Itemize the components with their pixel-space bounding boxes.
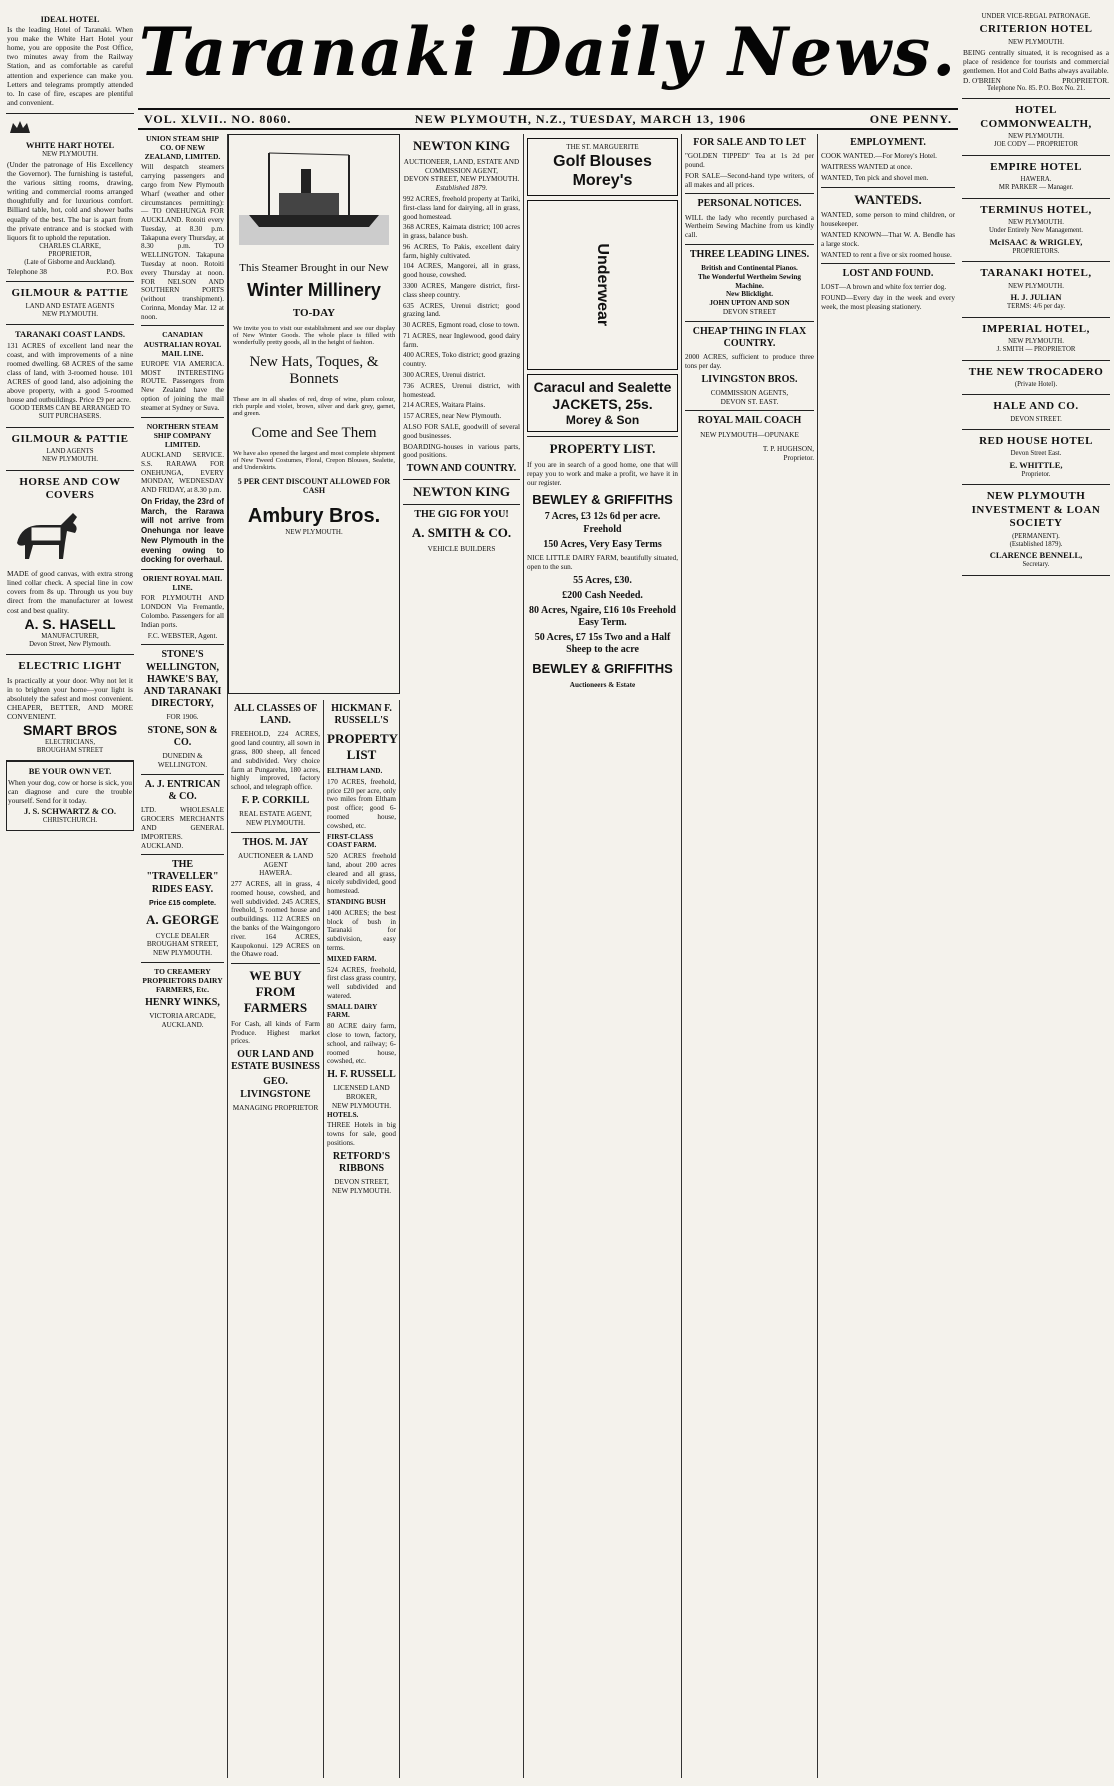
proprietor: E. WHITTLE, — [1009, 459, 1063, 470]
livingstone-name: GEO. LIVINGSTONE — [240, 1076, 311, 1100]
right-side-column — [962, 10, 1110, 1780]
brand-place: NEW PLYMOUTH. — [285, 528, 343, 536]
town-head: TOWN AND COUNTRY. — [406, 463, 517, 475]
listing-13: 157 ACRES, near New Plymouth. — [403, 412, 502, 421]
freehold-text: FREEHOLD, 224 ACRES, good land country, all sown in grass, 800 sheep, all fenced and subdivided. Very choice farm at Pungarehu, 180 acres, highly improved, factory school, and telegraph office. — [231, 730, 320, 792]
maker-role: MANUFACTURER, — [41, 632, 99, 640]
entrican-name: A. J. ENTRICAN & CO. — [144, 779, 221, 803]
ideal-hotel-ad — [6, 10, 134, 114]
cheap-text: 2000 ACRES, sufficient to produce three tons per day. — [685, 353, 814, 370]
maker-name: A. S. HASELL — [24, 615, 116, 632]
ad-title: GILMOUR & PATTIE — [11, 287, 129, 300]
cheap-head: CHEAP THING IN FLAX COUNTRY. — [692, 325, 807, 349]
ad-line-5: Come and See Them — [251, 425, 377, 441]
ad-text: Is practically at your door. Why not let it in to brighten your home—your light is absolutely the safest and most convenient. CHEAPER, BETTER, AND MORE CONVENIENT. — [7, 675, 133, 721]
established: Established 1879. — [435, 184, 488, 193]
ad-text-3: We have also opened the largest and most complete shipment of New Tweed Costumes, Floral, Crepon Blouses, Sealette, and Underskirts. — [233, 450, 395, 471]
divider — [231, 963, 320, 964]
upton-name: JOHN UPTON AND SON — [709, 299, 790, 308]
divider — [685, 244, 814, 245]
ad-title: CRITERION HOTEL — [979, 23, 1093, 36]
shipping-column — [138, 134, 228, 1778]
horse-icon — [7, 507, 87, 563]
bewley-sub: Auctioneers & Estate — [569, 680, 636, 689]
waitress-wanted: WAITRESS WANTED at once. — [821, 162, 913, 171]
steamer-icon — [239, 145, 389, 245]
bush-text: 1400 ACRES; the best block of bush in Taranaki for subdivision, easy terms. — [327, 908, 396, 952]
proprietor-former: (Late of Gisborne and Auckland). — [24, 259, 116, 267]
ad-subtitle: LAND AND ESTATE AGENTS — [25, 302, 115, 310]
fifty-half: 50 Acres, £7 15s Two and a Half Sheep to the acre — [534, 632, 671, 656]
proprietor: JOE CODY — PROPRIETOR — [993, 141, 1079, 149]
firm-role: ELECTRICIANS, — [44, 738, 96, 746]
land-column — [228, 700, 324, 1778]
hotels-text: THREE Hotels in big towns for sale, good positions. — [327, 1121, 396, 1147]
divider — [141, 962, 224, 963]
entrican-text: LTD. WHOLESALE GROCERS MERCHANTS AND GENERAL IMPORTERS. AUCKLAND. — [141, 806, 224, 850]
electric-light-ad — [6, 655, 134, 761]
listing-6: 635 ACRES, Urenui district; good grazing land. — [403, 301, 520, 319]
canadian-text: EUROPE VIA AMERICA. MOST INTERESTING ROUTE. Passengers from New Zealand have the option of joining the mail steamer at Sydney or Suva. — [141, 359, 224, 412]
ad-place: NEW PLYMOUTH. — [42, 456, 98, 464]
cook-wanted: COOK WANTED.—For Morey's Hotel. — [821, 152, 937, 161]
george-name: A. GEORGE — [146, 911, 219, 927]
volume-number: VOL. XLVII.. NO. 8060. — [144, 111, 292, 126]
employment-head: EMPLOYMENT. — [850, 137, 926, 148]
george-sub: CYCLE DEALER — [155, 931, 210, 940]
horse-cow-covers-ad — [6, 471, 134, 656]
smith-sub: VEHICLE BUILDERS — [427, 545, 496, 554]
lost-text: LOST—A brown and white fox terrier dog. — [821, 283, 947, 292]
gig-head: THE GIG FOR YOU! — [414, 509, 509, 521]
divider — [141, 569, 224, 570]
wertheim: The Wonderful Wertheim Sewing Machine. — [698, 272, 801, 290]
listing-1: 992 ACRES, freehold property at Tariki, first-class land for dairying, all in grass, good homestead. — [403, 194, 520, 221]
upton-address: DEVON STREET — [722, 307, 777, 316]
stone-firm: STONE, SON & CO. — [147, 725, 218, 749]
telephone: Telephone 38 — [7, 267, 47, 277]
newspaper-title: Taranaki Daily News. — [138, 13, 958, 91]
jay-name: THOS. M. JAY — [242, 836, 309, 848]
wanted-3: WANTED to rent a five or six roomed house. — [821, 250, 952, 259]
proprietor-role: PROPRIETOR. — [1062, 76, 1109, 86]
divider — [141, 644, 224, 645]
commonwealth-ad — [962, 99, 1110, 155]
stone-year: FOR 1906. — [166, 713, 199, 722]
ad-text: Is the leading Hotel of Taranaki. When you make the White Hart Hotel your home, you are opposite the Post Office, two minutes away from the Railway Station, and as comfortable as careful attention and experience can make you. Letters and telegrams promptly attended to. In case of fire, escapes are plentiful and convenient. — [7, 25, 133, 107]
stone-head: STONE'S WELLINGTON, HAWKE'S BAY, AND TARANAKI DIRECTORY, — [143, 649, 222, 710]
for-sale-column — [682, 134, 818, 1778]
firm-name: SMART BROS — [22, 721, 118, 738]
mixed-text: 524 ACRES, freehold, first class grass country, well subdivided and watered. — [327, 965, 396, 1000]
terminus-hotel-ad — [962, 199, 1110, 263]
fifty-acres: 150 Acres, Very Easy Terms — [543, 538, 662, 550]
proprietor: McISAAC & WRIGLEY, — [989, 236, 1083, 247]
farmers-text: For Cash, all kinds of Farm Produce. Highest market prices. — [231, 1019, 320, 1046]
northern-head: NORTHERN STEAM SHIP COMPANY LIMITED. — [146, 421, 219, 449]
bewley-name: BEWLEY & GRIFFITHS — [532, 491, 673, 507]
ribbons-head: RETFORD'S RIBBONS — [332, 1150, 391, 1174]
ad-title: TARANAKI HOTEL, — [980, 267, 1092, 280]
ad-line-3: TO-DAY — [292, 307, 336, 319]
masthead — [138, 4, 958, 104]
investment-society-ad — [962, 485, 1110, 575]
wanted-2: WANTED KNOWN—That W. A. Bendle has a large stock. — [821, 230, 955, 248]
underwear-ad — [527, 200, 678, 370]
ad-place: NEW PLYMOUTH. — [1008, 219, 1064, 227]
ad-title: BE YOUR OWN VET. — [28, 766, 112, 777]
criterion-hotel-ad — [962, 10, 1110, 99]
three-leading: THREE LEADING LINES. — [689, 248, 810, 260]
ad-text: MADE of good canvas, with extra strong lined collar check. A special line in cow covers from 8s up. Through us you buy direct from the manufacturer at lowest cost and best quality. — [7, 569, 133, 615]
ad-line-2: Winter Millinery — [247, 280, 381, 300]
telephone: Telephone No. 85. P.O. Box No. 21. — [986, 85, 1086, 93]
ad-text-1: We invite you to visit our establishment and see our display of New Winter Goods. The whole place is filled with wonderfully pretty goods, all in the height of fashion. — [233, 325, 395, 346]
eltham-head: ELTHAM LAND. — [327, 767, 383, 776]
firm-address: BROUGHAM STREET — [36, 747, 104, 755]
winks-address: VICTORIA ARCADE, AUCKLAND. — [149, 1012, 216, 1030]
jay-place: HAWERA. — [259, 869, 292, 878]
jackets-ad — [527, 374, 678, 433]
winks-name: HENRY WINKS, — [145, 997, 220, 1009]
discount: 5 PER CENT DISCOUNT ALLOWED FOR CASH — [237, 477, 391, 495]
divider — [141, 417, 224, 418]
sale-text: FOR SALE—Second-hand type writers, of all makes and all prices. — [685, 171, 814, 189]
bewley-name-2: BEWLEY & GRIFFITHS — [532, 660, 673, 676]
proprietor-role: PROPRIETOR, — [48, 250, 92, 258]
seller-city: CHRISTCHURCH. — [42, 817, 98, 825]
divider — [141, 854, 224, 855]
mixed-head: MIXED FARM. — [327, 954, 377, 963]
ad-title: RED HOUSE HOTEL — [979, 435, 1093, 447]
fifty-five: 55 Acres, £30. — [573, 574, 632, 586]
ad-subtitle: (Private Hotel). — [1014, 381, 1058, 389]
orient-text: FOR PLYMOUTH AND LONDON Via Fremantle, Colombo. Passengers for all Indian ports. — [141, 594, 224, 629]
taranaki-hotel-ad — [962, 262, 1110, 317]
property-text: If you are in search of a good home, one that will repay you to work and make a profit, we have it in our register. — [527, 461, 678, 487]
price: ONE PENNY. — [869, 111, 952, 126]
ngaire: 80 Acres, Ngaire, £16 10s Freehold Easy Term. — [529, 604, 676, 629]
proprietor-role: Proprietor. — [1021, 471, 1051, 479]
divider — [821, 263, 955, 264]
established: (Established 1879). — [1009, 540, 1063, 548]
hickman-head: HICKMAN F. RUSSELL'S — [331, 703, 392, 727]
millinery-ad — [228, 134, 400, 694]
union-steam-text: Will despatch steamers carrying passengers and cargo from New Plymouth Wharf (weather and other circumstances permitting):— TO ONEHUNGA FOR AUCKLAND. Rotoiti every Tuesday, at 8.30 p.m. Takapuna every Thursday, at 8.30 p.m. TO WELLINGTON. Takapuna Tuesday at noon. Rotoiti every Thursday at noon. FOR NELSON AND SOUTHERN PORTS (without transhipment). Corinna, Monday Mar. 12 at noon. — [141, 163, 224, 321]
ad-place: NEW PLYMOUTH. — [1008, 282, 1064, 290]
ad-title: WHITE HART HOTEL — [25, 139, 115, 150]
sale-note: ALSO FOR SALE, goodwill of several good businesses. — [403, 422, 520, 440]
place-date: NEW PLYMOUTH, N.Z., TUESDAY, MARCH 13, 1906 — [414, 111, 747, 126]
found-text: FOUND—Every day in the week and every week, the most pleasing stationery. — [821, 294, 955, 312]
proprietor-row — [963, 76, 1109, 85]
secretary: CLARENCE BENNELL, — [989, 550, 1083, 561]
employment-column — [818, 134, 958, 1778]
dairy-head: SMALL DAIRY FARM. — [327, 1002, 377, 1020]
ad-title: GILMOUR & PATTIE — [11, 432, 129, 445]
property-list-head: PROPERTY LIST — [327, 731, 399, 763]
crest-icon — [7, 119, 33, 135]
wanteds-head: WANTEDS. — [854, 191, 922, 207]
listing-5: 3300 ACRES, Mangere district, first-class sheep country. — [403, 282, 520, 299]
hickman-column — [324, 700, 400, 1778]
russell-sub: LICENSED LAND BROKER, — [333, 1084, 390, 1102]
creamery-head: TO CREAMERY PROPRIETORS DAIRY FARMERS, Etc. — [142, 966, 223, 995]
seller-name: J. S. SCHWARTZ & CO. — [23, 805, 117, 816]
proprietor: H. J. JULIAN — [1010, 292, 1062, 303]
smith-name: A. SMITH & CO. — [411, 525, 512, 541]
underwear-label: Underwear — [594, 243, 612, 326]
newton-king-column — [400, 134, 524, 1778]
contact-row — [7, 267, 133, 276]
left-side-column — [6, 10, 134, 1780]
will-lady: WILL the lady who recently purchased a Wertheim Sewing Machine from us kindly call. — [685, 213, 814, 240]
standing-bush-head: STANDING BUSH — [327, 898, 386, 907]
listing-3: 96 ACRES, To Pakis, excellent dairy farm, highly cultivated. — [403, 242, 520, 260]
newton-name-2: NEWTON KING — [413, 484, 510, 500]
our-land-head: OUR LAND AND ESTATE BUSINESS — [231, 1049, 320, 1073]
imperial-hotel-ad — [962, 318, 1110, 361]
divider — [141, 325, 224, 326]
ad-title: EMPIRE HOTEL — [990, 160, 1082, 173]
golf-blouses: Golf Blouses — [553, 152, 652, 170]
union-steam-head: UNION STEAM SHIP CO. OF NEW ZEALAND, LIMITED. — [144, 134, 221, 162]
royal-sub: NEW PLYMOUTH—OPUNAKE — [700, 430, 799, 439]
ribbons-address: DEVON STREET, NEW PLYMOUTH. — [331, 1178, 392, 1195]
corkill-place: NEW PLYMOUTH. — [245, 818, 306, 827]
divider — [527, 436, 678, 437]
secretary-role: Secretary. — [1022, 561, 1050, 569]
ad-title: NEW PLYMOUTH INVESTMENT & LOAN SOCIETY — [971, 490, 1101, 530]
ad-title: TERMINUS HOTEL, — [980, 203, 1092, 216]
ad-place: NEW PLYMOUTH. — [1008, 38, 1064, 46]
blicklight: New Blicklight. — [725, 290, 774, 299]
ad-title: HORSE AND COW COVERS — [19, 475, 121, 501]
traveller-price: Price £15 complete. — [148, 897, 217, 907]
listing-9: 400 ACRES, Toko district; good grazing country. — [403, 351, 520, 369]
ad-text: (Under the patronage of His Excellency the Governor). The furnishing is tasteful, the various sitting rooms, drawing, writing and commercial rooms arranged thoughtfully and for luxurious comfort. Billiard table, hot, cold and shower baths equally of the best. The bar is apart from the private entrance and is stocked with liquors fit to uphold the reputation. — [7, 160, 133, 242]
jay-sub: AUCTIONEER & LAND AGENT — [237, 851, 314, 869]
ad-place: NEW PLYMOUTH. — [1008, 338, 1064, 346]
ad-title: TARANAKI COAST LANDS. — [15, 329, 125, 340]
morey-son: Morey & Son — [565, 412, 640, 427]
morey-brand: Morey's — [572, 172, 633, 190]
ad-text: When your dog, cow or horse is sick, you can diagnose and cure the trouble yourself. Send for it today. — [8, 777, 132, 805]
vice-regal: UNDER VICE-REGAL PATRONAGE. — [981, 13, 1091, 20]
canadian-head: CANADIAN AUSTRALIAN ROYAL MAIL LINE. — [143, 330, 222, 358]
ad-title: HALE AND CO. — [993, 400, 1079, 413]
ad-place: NEW PLYMOUTH. — [1008, 133, 1064, 141]
gilmour-pattie-ad-2 — [6, 428, 134, 471]
traveller-head: THE "TRAVELLER" RIDES EASY. — [146, 859, 219, 895]
morey-head: THE ST. MARGUERITE — [566, 143, 639, 151]
divider — [403, 504, 520, 505]
divider — [231, 832, 320, 833]
dairy-text: 80 ACRE dairy farm, close to town, factory, school, and railway; 6-roomed house, cowshed, etc. — [327, 1022, 396, 1066]
ad-subtitle: NEW PLYMOUTH. — [42, 151, 98, 159]
po-box: P.O. Box — [106, 267, 133, 277]
russell-name: H. F. RUSSELL — [327, 1069, 396, 1081]
main-columns — [138, 134, 958, 1778]
wanted-1: WANTED, some person to mind children, or housekeeper. — [821, 211, 955, 229]
agent: F.C. WEBSTER, Agent. — [147, 631, 218, 640]
jay-text: 277 ACRES, all in grass, 4 roomed house, cowshed, and well subdivided. 245 ACRES, freehold, 5 roomed house and outbuildings. 112 ACRES on the banks of the Waingongoro river. 164 ACRES, Kaupokonui. 129 ACRES on the Ohawe road. — [231, 880, 320, 959]
ad-address: Devon Street East. — [1010, 450, 1062, 458]
livingstone-sub: MANAGING PROPRIETOR — [232, 1103, 319, 1112]
livingston-sub: COMMISSION AGENTS, — [710, 388, 789, 397]
farmers-head: WE BUY FROM FARMERS — [243, 968, 308, 1015]
boarding-note: BOARDING-houses in various parts, good positions. — [403, 442, 520, 460]
own-vet-ad — [6, 761, 134, 831]
coast-text: 520 ACRES freehold land, about 200 acres cleared and all grass, nicely subdivided, good homestead. — [327, 852, 396, 896]
maker-address: Devon Street, New Plymouth. — [29, 640, 111, 648]
ad-title: THE NEW TROCADERO — [968, 365, 1104, 378]
ad-note: GOOD TERMS CAN BE ARRANGED TO SUIT PURCHASERS. — [10, 405, 130, 421]
golden-tipped: "GOLDEN TIPPED" Tea at 1s 2d per pound. — [685, 152, 814, 169]
ad-place: NEW PLYMOUTH. — [42, 311, 98, 319]
brand-name: Ambury Bros. — [247, 505, 381, 527]
royal-mail-coach: ROYAL MAIL COACH — [697, 415, 802, 427]
listing-10: 300 ACRES, Urenui district. — [403, 371, 486, 380]
empire-hotel-ad — [962, 156, 1110, 199]
divider — [821, 187, 955, 188]
manager: MR PARKER — Manager. — [998, 184, 1074, 192]
ad-line-4: New Hats, Toques, & Bonnets — [249, 354, 379, 387]
british-pianos: British and Continental Pianos. — [701, 264, 798, 273]
lost-found-head: LOST AND FOUND. — [842, 268, 934, 280]
divider — [141, 774, 224, 775]
divider — [403, 479, 520, 480]
listing-7: 30 ACRES, Egmont road, close to town. — [403, 321, 520, 330]
proprietor-role: PROPRIETORS. — [1012, 248, 1060, 256]
ad-text: BEING centrally situated, it is recognised as a place of residence for tourists and commercial gentlemen. Hot and Cold Baths always available. — [963, 47, 1109, 76]
northern-text: AUCKLAND SERVICE. S.S. RARAWA FOR ONEHUNGA, EVERY MONDAY, WEDNESDAY AND FRIDAY, at 8.30 p.m. — [141, 451, 224, 495]
newton-sub: AUCTIONEER, LAND, ESTATE AND COMMISSION AGENT, — [403, 157, 520, 175]
ad-text-2: These are in all shades of red, drop of wine, plum colour, rich purple and violet, brown, silver and dark grey, garnet, and green. — [233, 396, 395, 417]
dairy-farm-text: NICE LITTLE DAIRY FARM, beautifully situated, open to the sun. — [527, 553, 678, 571]
proprietor: CHARLES CLARKE, — [39, 242, 101, 250]
corkill-sub: REAL ESTATE AGENT, — [239, 810, 312, 819]
newton-place: DEVON STREET, NEW PLYMOUTH. — [403, 175, 520, 184]
listing-12: 214 ACRES, Waitara Plains. — [403, 401, 486, 410]
ad-address: DEVON STREET. — [1010, 415, 1062, 423]
ad-title: HOTEL COMMONWEALTH, — [980, 104, 1092, 130]
george-address: BROUGHAM STREET, NEW PLYMOUTH. — [146, 940, 219, 958]
stone-city: DUNEDIN & WELLINGTON. — [157, 752, 208, 770]
red-house-ad — [962, 430, 1110, 485]
listing-11: 736 ACRES, Urenui district, with homestead. — [403, 381, 520, 399]
hale-ad — [962, 395, 1110, 430]
russell-place: NEW PLYMOUTH. — [331, 1101, 392, 1110]
first-class-head: FIRST-CLASS COAST FARM. — [327, 832, 377, 850]
livingston-bros: LIVINGSTON BROS. — [701, 373, 798, 385]
all-classes-head: ALL CLASSES OF LAND. — [233, 703, 318, 727]
gilmour-pattie-ad — [6, 282, 134, 325]
morey-blouse-ad — [527, 138, 678, 196]
eltham-text: 170 ACRES, freehold, price £20 per acre, only two miles from Eltham post office; good 6-roomed house, cowshed, etc. — [327, 777, 396, 830]
hughson-name: T. P. HUGHSON, — [762, 445, 814, 454]
corkill-name: F. P. CORKILL — [241, 794, 310, 806]
dateline — [138, 108, 958, 130]
cash-needed: £200 Cash Needed. — [562, 589, 643, 601]
personal-head: PERSONAL NOTICES. — [697, 198, 802, 210]
divider — [685, 321, 814, 322]
rarawa-notice: On Friday, the 23rd of March, the Rarawa will not arrive from Onehunga nor leave New Plymouth in the evening owing to docking for overhaul. — [141, 496, 224, 565]
livingston-address: DEVON ST. EAST. — [720, 397, 779, 406]
coast-lands-ad — [6, 325, 134, 427]
divider — [685, 410, 814, 411]
proprietor: J. SMITH — PROPRIETOR — [996, 346, 1076, 354]
proprietor: D. O'BRIEN — [963, 76, 1001, 86]
property-list-head: PROPERTY LIST. — [549, 441, 656, 457]
trocadero-ad — [962, 361, 1110, 396]
jackets-label: Caracul and Sealette JACKETS, 25s. — [533, 378, 672, 412]
orient-head: ORIENT ROYAL MAIL LINE. — [142, 574, 223, 593]
listing-8: 71 ACRES, near Inglewood, good dairy farm. — [403, 331, 520, 349]
terms: TERMS: 4/6 per day. — [1006, 303, 1066, 311]
ad-title: IMPERIAL HOTEL, — [982, 322, 1090, 335]
ad-subtitle: LAND AGENTS — [46, 447, 94, 455]
white-hart-ad — [6, 114, 134, 283]
ad-text: 131 ACRES of excellent land near the coast, and with improvements of a nine roomed dwelling. 68 ACRES of the same class of land, with 3-roomed house. 101 ACRES of good land, also adjoining the above property, with a good 5-roomed house and outbuildings. Price £9 per acre. — [7, 340, 133, 404]
ad-title: IDEAL HOTEL — [40, 14, 100, 24]
ad-subtitle: (PERMANENT). — [1012, 532, 1060, 540]
hughson-role: Proprietor. — [783, 454, 814, 463]
pick-wanted: WANTED, Ten pick and shovel men. — [821, 173, 929, 182]
newton-name: NEWTON KING — [413, 138, 510, 153]
listing-2: 368 ACRES, Kaimata district; 100 acres in grass, balance bush. — [403, 223, 520, 241]
for-sale-head: FOR SALE AND TO LET — [693, 137, 806, 148]
ad-title: ELECTRIC LIGHT — [18, 660, 122, 673]
management: Under Entirely New Management. — [989, 227, 1083, 235]
morey-column — [524, 134, 682, 1778]
ad-line-1: This Steamer Brought in our New — [239, 262, 389, 274]
divider — [685, 193, 814, 194]
seven-acres: 7 Acres, £3 12s 6d per acre. Freehold — [544, 511, 661, 535]
ad-place: HAWERA. — [1020, 176, 1052, 184]
listing-4: 104 ACRES, Mangorei, all in grass, good house, cowshed. — [403, 262, 520, 280]
hotels-head: HOTELS. — [327, 1110, 359, 1119]
